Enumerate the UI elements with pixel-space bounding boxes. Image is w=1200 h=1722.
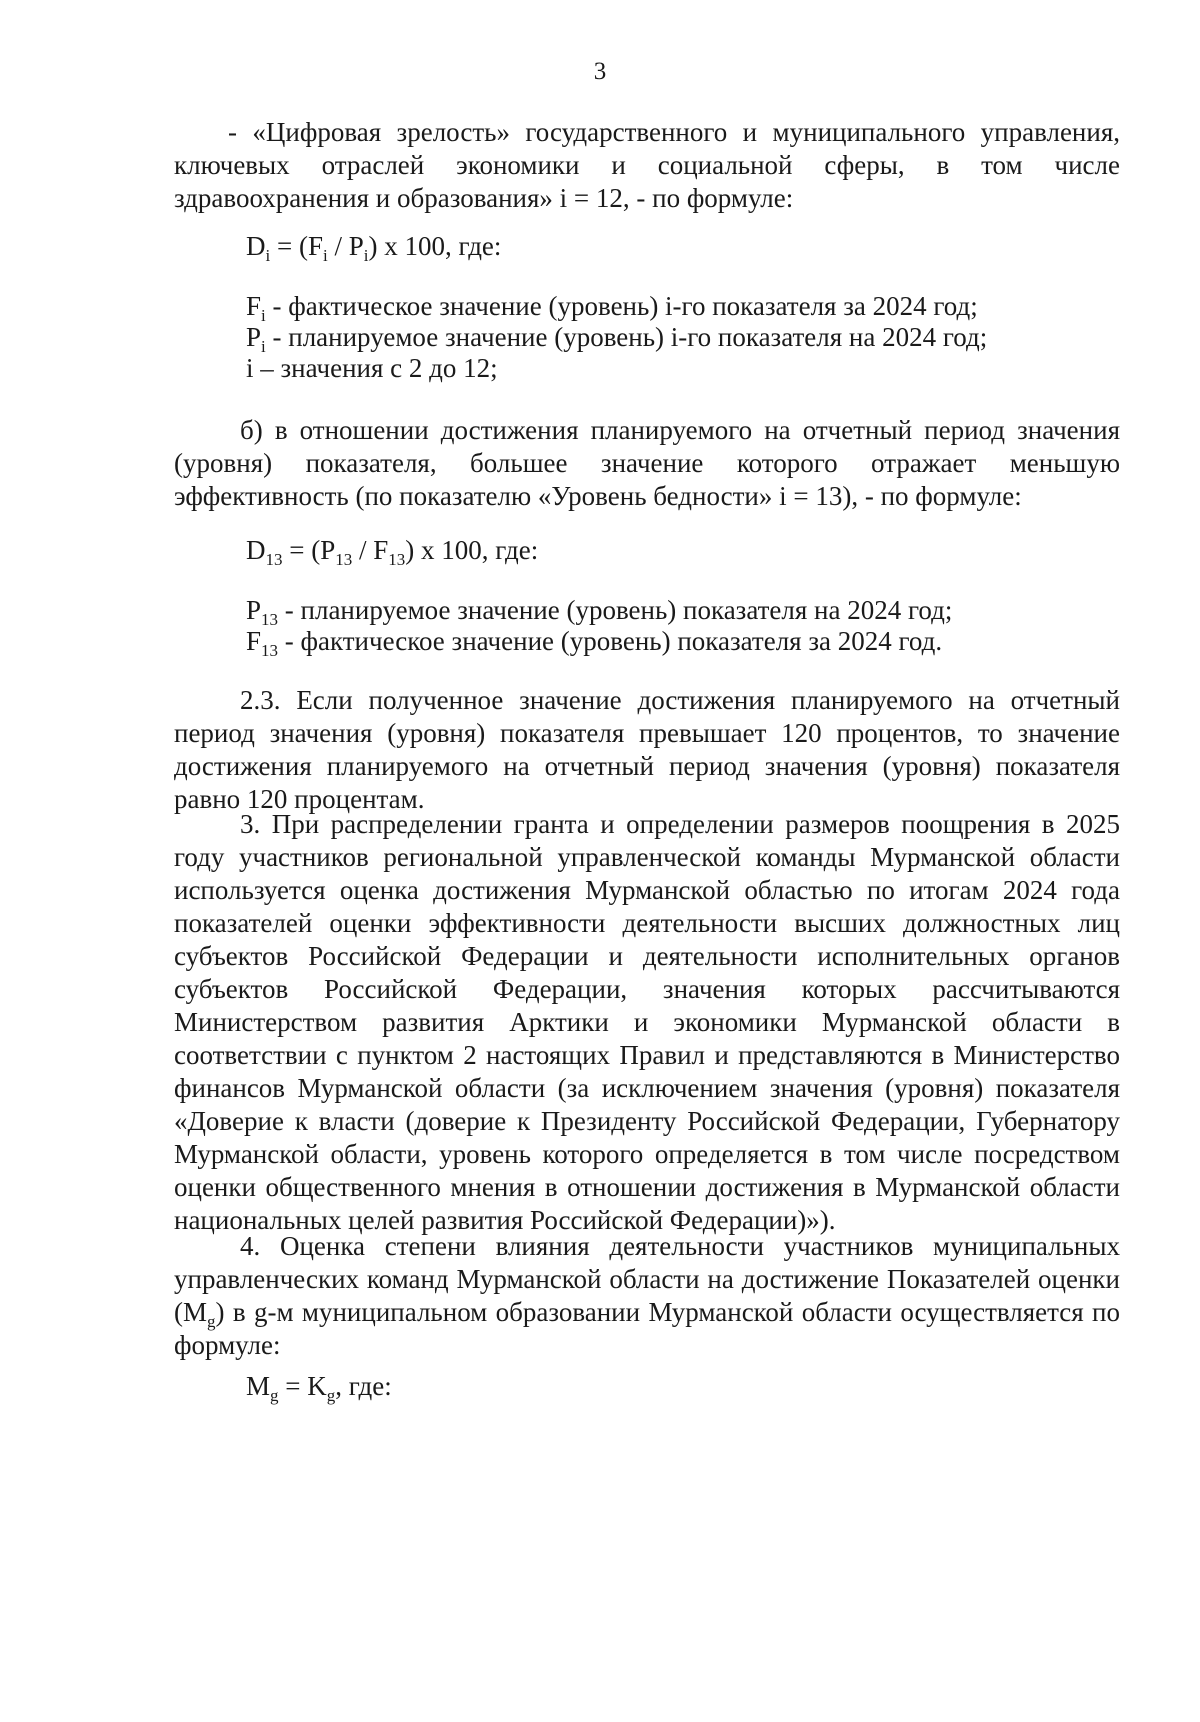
formula-d13: $D_{13} = (P_{13} / F_{13})$ х 100, где: <box>246 535 539 569</box>
formula-mg: $M_g = K_g$, где: <box>246 1371 392 1405</box>
page-number: 3 <box>593 58 607 85</box>
definition-p13: $P_{13}$ - планируемое значение (уровень) показателя на 2024 год; <box>246 595 953 629</box>
definition-i: i – значения с 2 до 12; <box>246 353 498 383</box>
definition-f13: $F_{13}$ - фактическое значение (уровень) показателя за 2024 год. <box>246 626 943 660</box>
paragraph-3: 3. При распределении гранта и определении размеров поощрения в 2025 году участников региональной управленческой команды Мурманской области используется оценка достижения Мурманской областью по итогам 2024 года показателей оценки эффективности деятельности высших должностных лиц субъектов Российской Федерации и деятельности исполнительных органов субъектов Российской Федерации, значения которых рассчитываются Министерством развития Арктики и экономики Мурманской области в соответствии с пунктом 2 настоящих Правил и представляются в Министерство финансов Мурманской области (за исключением значения (уровня) показателя «Доверие к власти (доверие к Президенту Российской Федерации, Губернатору Мурманской области, уровень которого определяется в том числе посредством оценки общественного мнения в отношении достижения в Мурманской области национальных целей развития Российской Федерации)»). <box>174 809 1120 1235</box>
paragraph-2-3: 2.3. Если полученное значение достижения планируемого на отчетный период значения (уровня) показателя превышает 120 процентов, то значение достижения планируемого на отчетный период значения (уровня) показателя равно 120 процентам. <box>174 685 1120 814</box>
formula-di: $D_i = (F_i / P_i)$ х 100, где: <box>246 231 502 265</box>
paragraph-b: б) в отношении достижения планируемого на отчетный период значения (уровня) показателя, большее значение которого отражает меньшую эффективность (по показателю «Уровень бедности» i = 13), - по формуле: <box>174 415 1120 511</box>
definition-fi: $F_i$ - фактическое значение (уровень) i-го показателя за 2024 год; <box>246 291 978 325</box>
definition-pi: $P_i$ - планируемое значение (уровень) i-го показателя на 2024 год; <box>246 322 988 356</box>
paragraph-4: 4. Оценка степени влияния деятельности участников муниципальных управленческих команд Мурманской области на достижение Показателей оценки $(M_g)$ в g-м муниципальном образовании Мурманской области осуществляется по формуле: <box>174 1231 1120 1360</box>
paragraph-intro: - «Цифровая зрелость» государственного и муниципального управления, ключевых отраслей экономики и социальной сферы, в том числе здравоохранения и образования» i = 12, - по формуле: <box>174 117 1120 213</box>
